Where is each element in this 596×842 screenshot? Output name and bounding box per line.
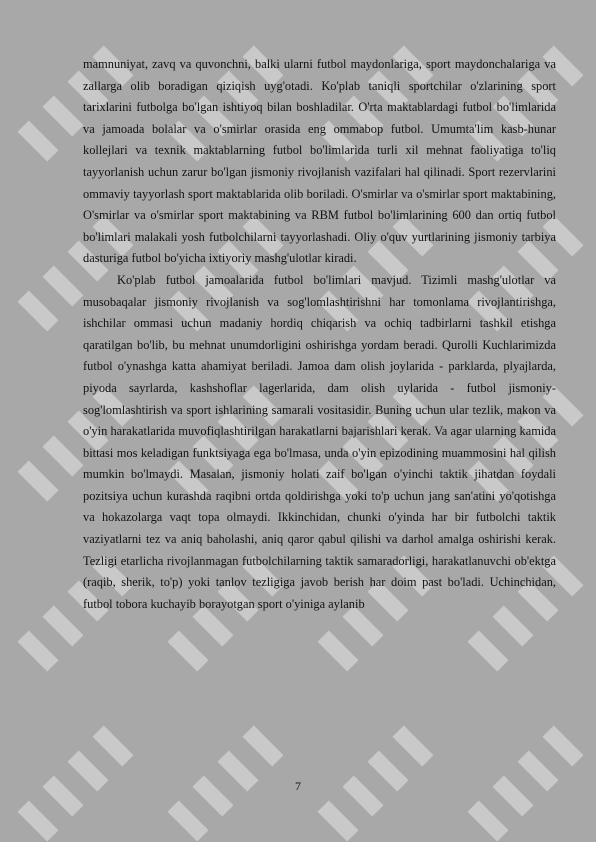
paragraph-1: mamnuniyat, zavq va quvonchni, balki ularni futbol maydonlariga, sport maydonchalariga va zallarga olib boradigan qiziqish uyg'otadi. Ko'plab taniqli sportchilar o'zlarining sport tarixlarini futbolga bo'lgan ishtiyoq bilan boshladilar. O'rta maktablardagi futbol bo'limlarida va jamoada bolalar va o'smirlar orasida eng ommabop futbol. Umumta'lim kasb-hunar kollejlari va texnik maktablarning futbol bo'limlarida turli xil mehnat faoliyatiga to'liq tayyorlanish uchun zarur bo'lgan jismoniy rivojlanish vazifalari hal qilinadi. Sport rezervlarini ommaviy tayyorlash sport maktablarida olib boriladi. O'smirlar va o'smirlar sport maktabining, O'smirlar va o'smirlar sport maktabining va RBM futbol bo'limlarining 600 dan ortiq futbol bo'limlari malakali yosh futbolchilarni tayyorlashadi. Oliy o'quv yurtlarining jismoniy tarbiya dasturiga futbol bo'yicha ixtiyoriy mashg'ulotlar kiradi. xyxy=(83,57,556,266)
page-number: 7 xyxy=(295,779,301,793)
paragraph-2: Ko'plab futbol jamoalarida futbol bo'limlari mavjud. Tizimli mashg'ulotlar va musobaqalar jismoniy rivojlanish va sog'lomlashtirishni har tomonlama rivojlantirishga, ishchilar ommasi uchun madaniy hordiq chiqarish va ochiq tadbirlarni tashkil etishga qaratilgan bo'lib, bu mehnat unumdorligini oshirishga yordam beradi. Qurolli Kuchlarimizda futbol o'ynashga katta ahamiyat beriladi. Jamoa dam olish joylarida - parklarda, plyajlarda, piyoda sayrlarda, kashshoflar lagerlarida, dam olish uylarida - futbol jismoniy-sog'lomlashtirish va sport ishlarining samarali vositasidir. Buning uchun ular tezlik, makon va o'yin harakatlarida muvofiqlashtirilgan harakatlarni bajarishlari kerak. Va agar ularning kamida bittasi mos keladigan funktsiyaga ega bo'lmasa, unda o'yin epizodining muammosini hal qilish mumkin bo'lmaydi. Masalan, jismoniy holati zaif bo'lgan o'yinchi taktik jihatdan foydali pozitsiya uchun kurashda raqibni ortda qoldirishga yoki to'p uchun jang san'atini yo'qotishga va hokazolarga vaqt topa olmaydi. Ikkinchidan, chunki o'yinda har bir futbolchi taktik vaziyatlarni tez va aniq baholashi, aniq qaror qabul qilishi va darhol amalga oshirishi kerak. Tezligi etarlicha rivojlanmagan futbolchilarning taktik samaradorligi, harakatlanuvchi ob'ektga (raqib, sherik, to'p) yoki tanlov tezligiga javob berish har doim past bo'ladi. Uchinchidan, futbol tobora kuchayib borayotgan sport o'yiniga aylanib xyxy=(83,272,556,611)
body-text xyxy=(83,54,556,615)
